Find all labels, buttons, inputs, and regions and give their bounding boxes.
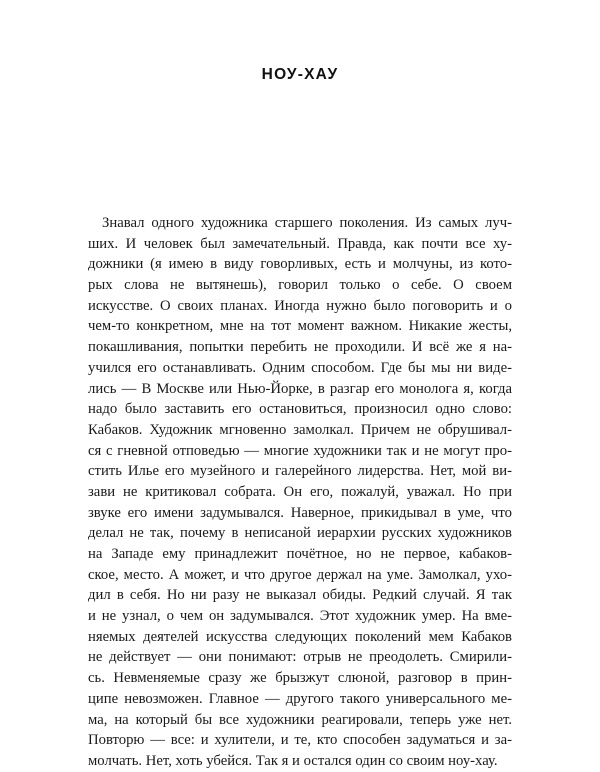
text-line: искусстве. О своих планах. Иногда нужно было поговорить и о [88,297,512,314]
text-line: ципе невозможен. Главное — другого такого универсального ме- [88,690,512,707]
text-line: стить Илье его музейного и галерейного лидерства. Нет, мой ви- [88,463,512,480]
text-line: надо было заставить его остановиться, произносил одно слово: [88,401,512,418]
text-line: зави не критиковал собрата. Он его, пожалуй, уважал. Но при [88,483,512,500]
text-line: Кабаков. Художник мгновенно замолкал. Причем не обрушивал- [88,421,512,438]
text-line: сь. Невменяемые сразу же брызжут слюной, разговор в прин- [88,670,512,687]
text-line: делал не так, почему в неписаной иерархии русских художников [88,525,512,542]
text-line: лись — В Москве или Нью-Йорке, в разгар его монолога я, когда [88,380,512,397]
text-line: дил в себя. Но ни разу не выказал обиды. Редкий случай. Я так [88,587,512,604]
text-line: на Западе ему принадлежит почётное, но не первое, кабаков- [88,546,512,562]
text-line: звуке его имени задумывался. Наверное, прикидывал в уме, что [88,504,512,521]
text-line: няемых деятелей искусства следующих поколений мем Кабаков [88,628,512,645]
text-line: и не узнал, о чем он задумывался. Этот художник умер. На вме- [88,608,512,625]
text-line: молчать. Нет, хоть убейся. Так я и остался один со своим ноу-хау. [88,752,498,769]
text-line: Повторю — все: и хулители, и те, кто способен задуматься и за- [88,732,512,749]
text-line: учился его останавливать. Одним способом. Где бы мы ни виде- [88,359,512,376]
text-line: рых слова не вытянешь), говорил только о себе. О своем [88,277,512,294]
text-line: дожники (я имею в виду говорливых, есть и молчуны, из кото- [88,256,512,273]
body-paragraph [88,213,512,772]
chapter-title: НОУ-ХАУ [261,66,339,83]
text-line: не действует — они понимают: отрыв не преодолеть. Смирили- [88,649,512,666]
text-line: Знавал одного художника старшего поколения. Из самых луч- [102,215,512,231]
text-line: ших. И человек был замечательный. Правда, как почти все ху- [88,235,512,252]
text-line: покашливания, попытки перебить не проходили. И всё же я на- [88,339,512,356]
text-line: ся с гневной отповедью — многие художники так и не могут про- [88,442,512,459]
text-line: ма, на который бы все художники реагировали, теперь уже нет. [88,711,512,728]
text-line: ское, место. А может, и что другое держал на уме. Замолкал, ухо- [88,566,512,583]
text-line: чем-то конкретном, мне на тот момент важном. Никакие жесты, [88,318,512,335]
